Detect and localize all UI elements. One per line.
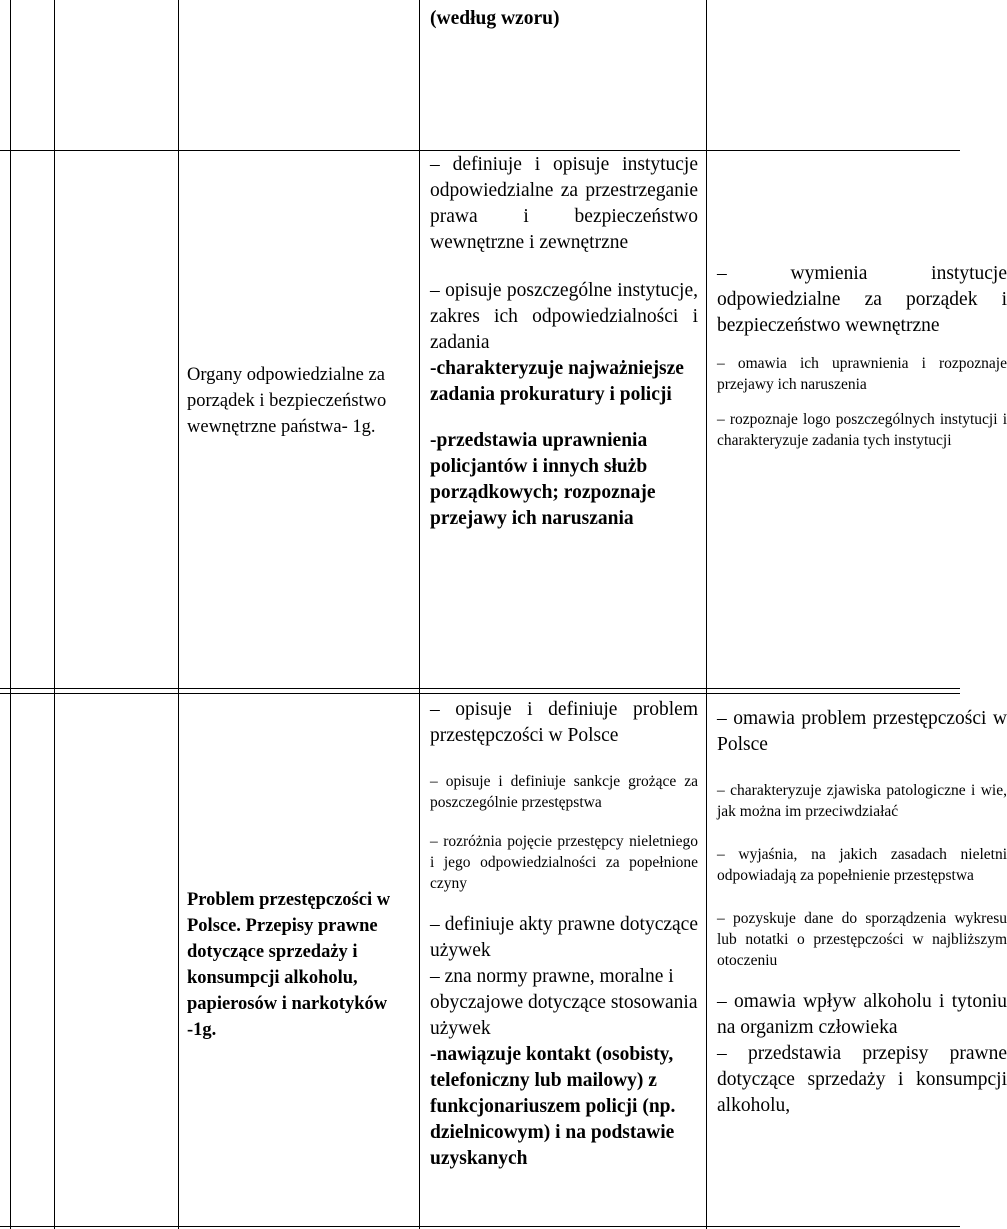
table-border-col1	[54, 0, 55, 1229]
requirement-item: -charakteryzuje najważniejsze zadania prokuratury i policji	[430, 358, 684, 405]
requirement-item: – opisuje i definiuje sankcje grożące za poszczególnie przestępstwa	[430, 773, 698, 811]
table-border-row1-top	[0, 150, 960, 151]
requirement-item: – opisuje poszczególne instytucje, zakres ich odpowiedzialności i zadania	[430, 280, 698, 353]
requirement-item: – wymienia instytucje odpowiedzialne za porządek i bezpieczeństwo wewnętrzne	[717, 263, 1007, 336]
requirement-item: – omawia ich uprawnienia i rozpoznaje przejawy ich naruszenia	[717, 355, 1007, 393]
row1-extended-cell	[717, 261, 1007, 451]
requirement-item: -nawiązuje kontakt (osobisty, telefoniczny lub mailowy) z funkcjonariuszem policji (np. dzielnicowym) i na podstawie uzyskanych	[430, 1044, 676, 1169]
topic-title-text: Problem przestępczości w Polsce. Przepisy prawne dotyczące sprzedaży i konsumpcji alkoholu, papierosów i narkotyków -1g.	[187, 890, 391, 1040]
table-border-col3	[419, 0, 420, 1229]
requirement-item: – przedstawia przepisy prawne dotyczące sprzedaży i konsumpcji alkoholu,	[717, 1043, 1007, 1116]
row2-topic-cell	[187, 887, 412, 1043]
requirement-item: – omawia wpływ alkoholu i tytoniu na organizm człowieka	[717, 991, 1007, 1038]
requirement-item: – definiuje akty prawne dotyczące używek	[430, 914, 698, 961]
table-border-col2	[178, 0, 179, 1229]
requirement-item: – definiuje i opisuje instytucje odpowiedzialne za przestrzeganie prawa i bezpieczeństwo wewnętrzne i zewnętrzne	[430, 154, 698, 253]
requirement-item: – rozróżnia pojęcie przestępcy nieletniego i jego odpowiedzialności za popełnione czyny	[430, 833, 698, 892]
requirement-item: – zna normy prawne, moralne i obyczajowe dotyczące stosowania używek	[430, 966, 698, 1039]
table-border-bottom	[0, 1226, 960, 1227]
row1-basic-cell	[430, 152, 698, 532]
requirement-item: – charakteryzuje zjawiska patologiczne i wie, jak można im przeciwdziałać	[717, 782, 1007, 820]
table-border-row1-bottom	[0, 688, 960, 689]
table-border-left	[10, 0, 11, 1229]
requirement-item: – wyjaśnia, na jakich zasadach nieletni odpowiadają za popełnienie przestępstwa	[717, 846, 1007, 884]
requirement-item: – rozpoznaje logo poszczególnych instytucji i charakteryzuje zadania tych instytucji	[717, 411, 1007, 449]
row2-basic-cell	[430, 697, 698, 1172]
table-border-col4	[706, 0, 707, 1229]
row1-topic-cell	[187, 362, 412, 440]
requirement-item: – pozyskuje dane do sporządzenia wykresu lub notatki o przestępczości w najbliższym otoczeniu	[717, 910, 1007, 969]
template-note: (według wzoru)	[430, 8, 560, 29]
topic-title	[187, 887, 412, 1043]
topic-title: Organy odpowiedzialne za porządek i bezpieczeństwo wewnętrzne państwa- 1g.	[187, 365, 387, 437]
requirement-item: – omawia problem przestępczości w Polsce	[717, 708, 1007, 755]
requirement-item: – opisuje i definiuje problem przestępczości w Polsce	[430, 699, 698, 746]
requirement-item: -przedstawia uprawnienia policjantów i innych służb porządkowych; rozpoznaje przejawy ich naruszania	[430, 430, 656, 529]
row0-basic-cell	[430, 6, 700, 32]
table-border-row2-top	[0, 693, 960, 694]
row2-extended-cell	[717, 706, 1007, 1119]
